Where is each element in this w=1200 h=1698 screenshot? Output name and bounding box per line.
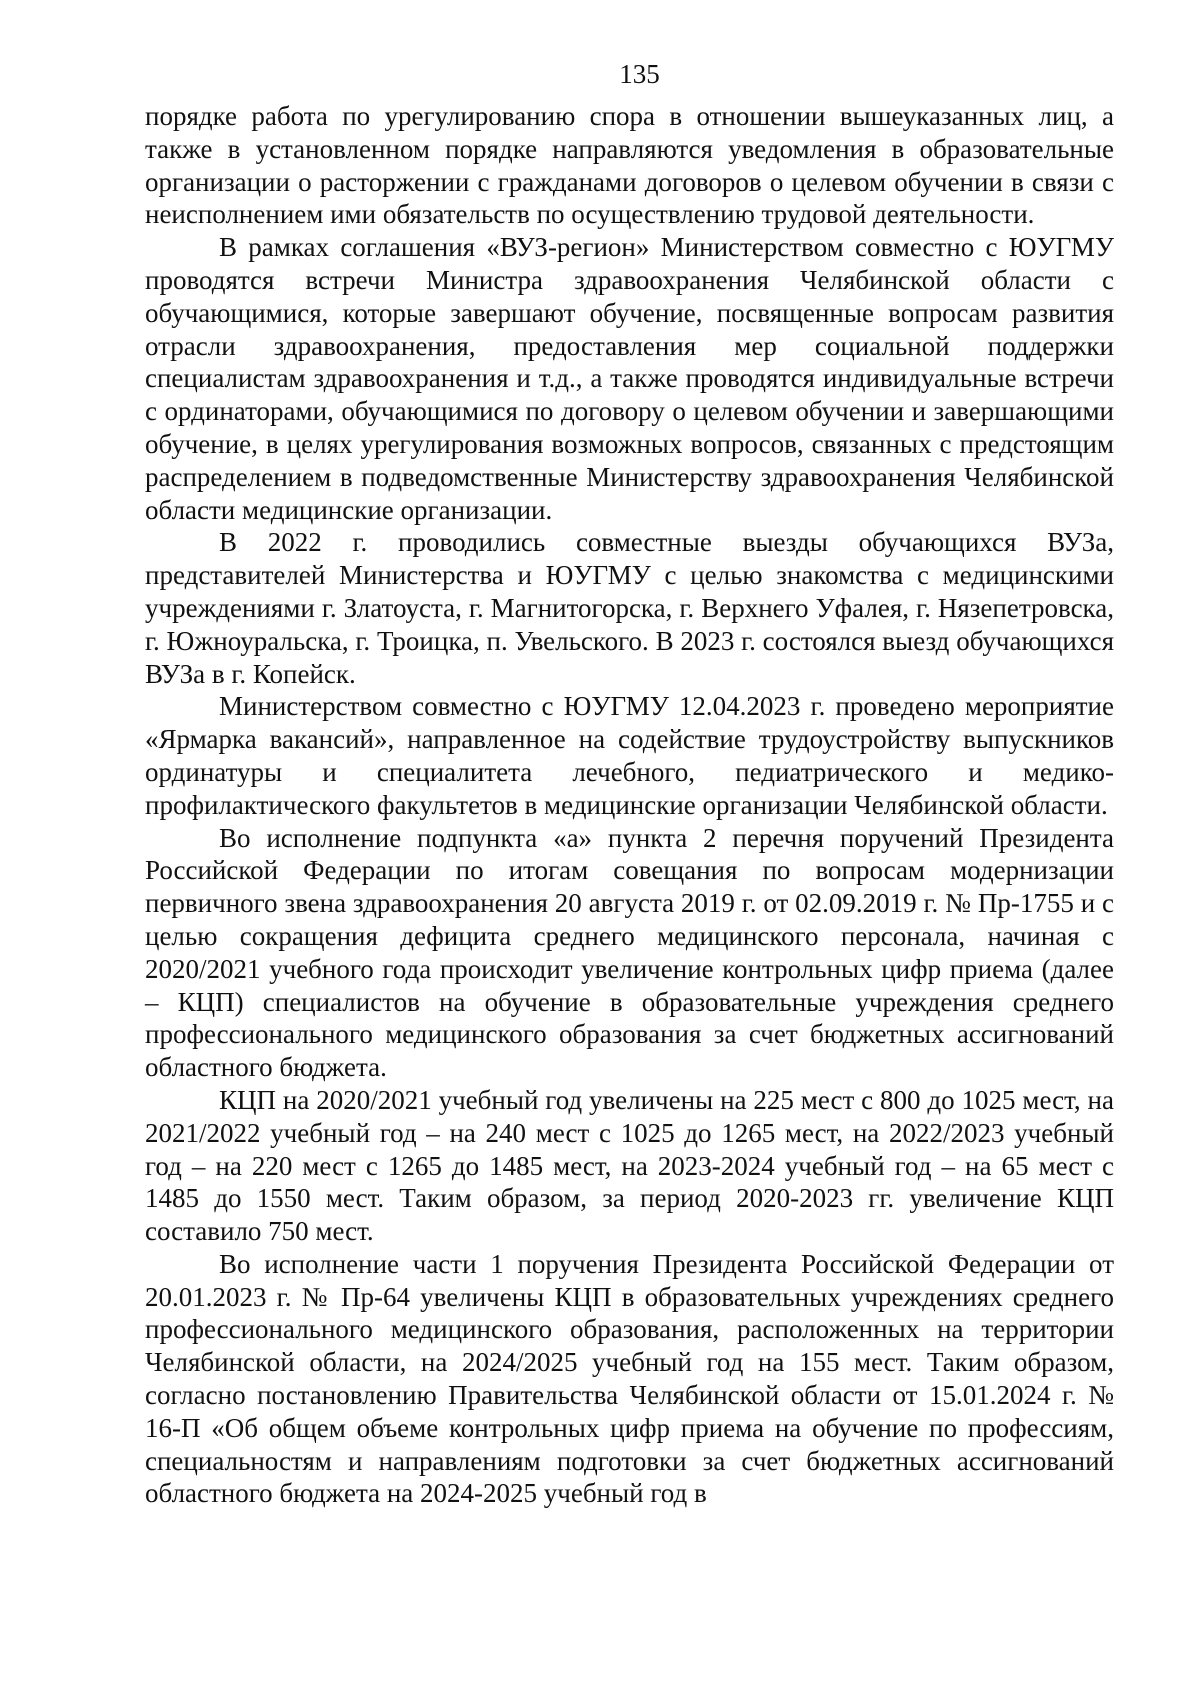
paragraph-2: В рамках соглашения «ВУЗ-регион» Министерством совместно с ЮУГМУ проводятся встречи Министра здравоохранения Челябинской области с обучающимися, которые завершают обучение, посвященные вопросам развития отрасли здравоохранения, предоставления мер социальной поддержки специалистам здравоохранения и т.д., а также проводятся индивидуальные встречи с ординаторами, обучающимися по договору о целевом обучении и завершающими обучение, в целях урегулирования возможных вопросов, связанных с предстоящим распределением в подведомственные Министерству здравоохранения Челябинской области медицинские организации. [145, 232, 1114, 525]
paragraph-4: Министерством совместно с ЮУГМУ 12.04.2023 г. проведено мероприятие «Ярмарка вакансий», направленное на содействие трудоустройству выпускников ординатуры и специалитета лечебного, педиатрического и медико-профилактического факультетов в медицинские организации Челябинской области. [145, 691, 1114, 820]
paragraph-5: Во исполнение подпункта «а» пункта 2 перечня поручений Президента Российской Федерации по итогам совещания по вопросам модернизации первичного звена здравоохранения 20 августа 2019 г. от 02.09.2019 г. № Пр-1755 и с целью сокращения дефицита среднего медицинского персонала, начиная с 2020/2021 учебного года происходит увеличение контрольных цифр приема (далее – КЦП) специалистов на обучение в образовательные учреждения среднего профессионального медицинского образования за счет бюджетных ассигнований областного бюджета. [145, 822, 1114, 1083]
paragraph-6: КЦП на 2020/2021 учебный год увеличены на 225 мест с 800 до 1025 мест, на 2021/2022 учебный год – на 240 мест с 1025 до 1265 мест, на 2022/2023 учебный год – на 220 мест с 1265 до 1485 мест, на 2023-2024 учебный год – на 65 мест с 1485 до 1550 мест. Таким образом, за период 2020-2023 гг. увеличение КЦП составило 750 мест. [145, 1084, 1114, 1247]
paragraph-7: Во исполнение части 1 поручения Президента Российской Федерации от 20.01.2023 г. № Пр-64 увеличены КЦП в образовательных учреждениях среднего профессионального медицинского образования, расположенных на территории Челябинской области, на 2024/2025 учебный год на 155 мест. Таким образом, согласно постановлению Правительства Челябинской области от 15.01.2024 г. № 16-П «Об общем объеме контрольных цифр приема на обучение по профессиям, специальностям и направлениям подготовки за счет бюджетных ассигнований областного бюджета на 2024-2025 учебный год в [145, 1248, 1114, 1509]
paragraph-3: В 2022 г. проводились совместные выезды обучающихся ВУЗа, представителей Министерства и ЮУГМУ с целью знакомства с медицинскими учреждениями г. Златоуста, г. Магнитогорска, г. Верхнего Уфалея, г. Нязепетровска, г. Южноуральска, г. Троицка, п. Увельского. В 2023 г. состоялся выезд обучающихся ВУЗа в г. Копейск. [145, 527, 1114, 689]
paragraph-1: порядке работа по урегулированию спора в отношении вышеуказанных лиц, а также в установленном порядке направляются уведомления в образовательные организации о расторжении с гражданами договоров о целевом обучении в связи с неисполнением ими обязательств по осуществлению трудовой деятельности. [145, 101, 1114, 230]
page-number: 135 [619, 59, 660, 89]
